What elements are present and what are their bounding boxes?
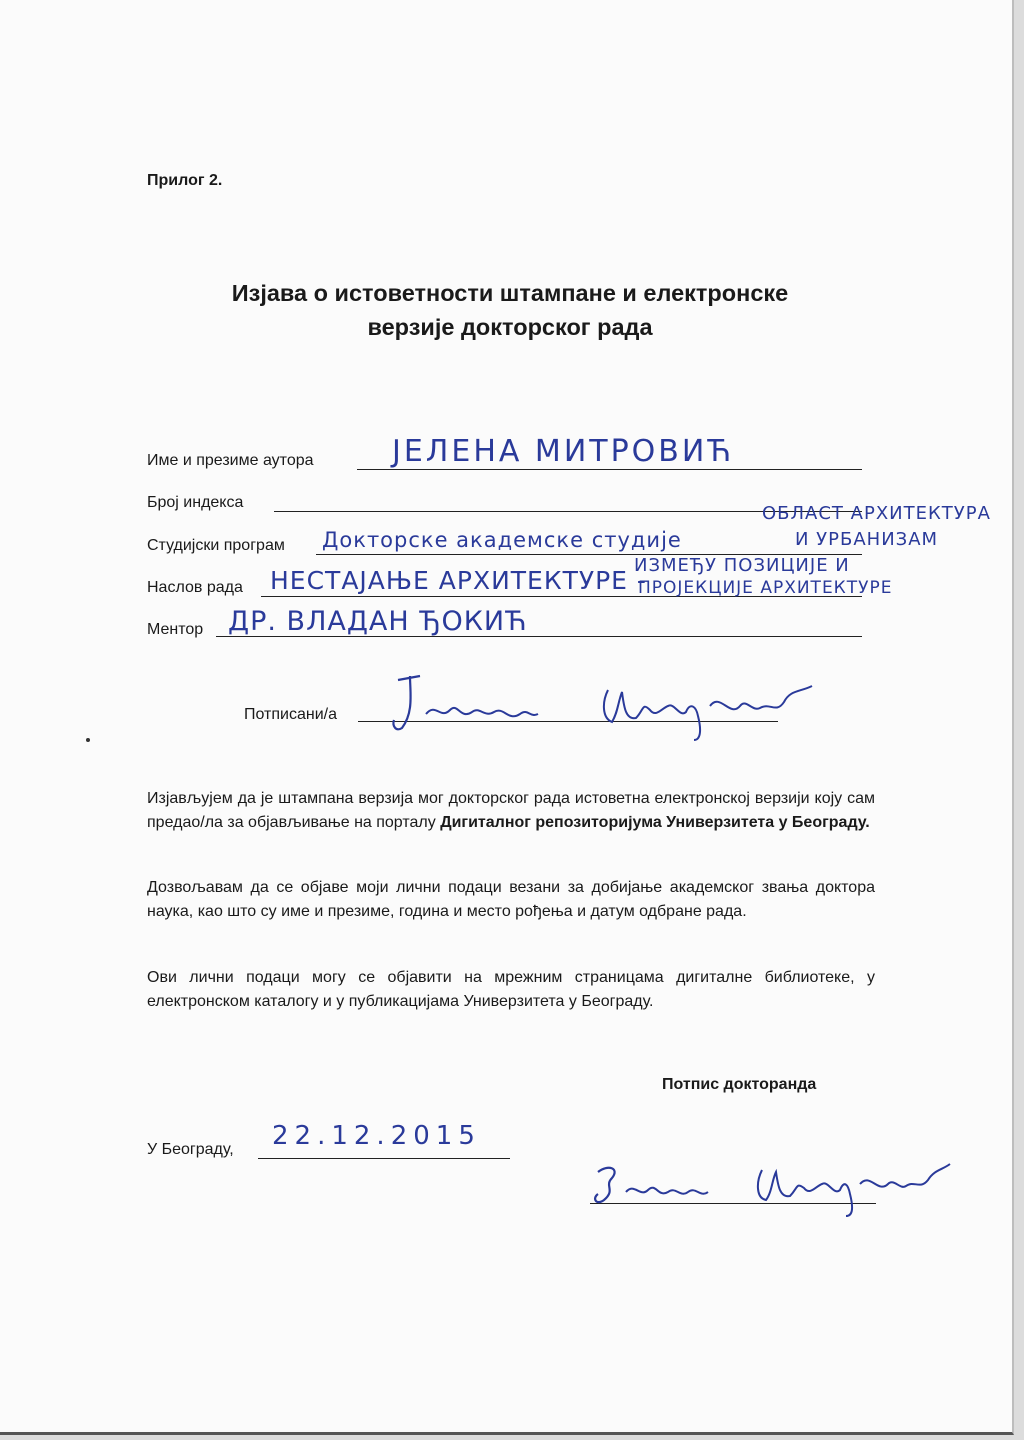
- program-area-line-1: ОБЛАСТ АРХИТЕКТУРА: [762, 503, 991, 524]
- title-line-2: верзије докторског рада: [367, 314, 653, 340]
- thesis-title-line-2: ИЗМЕЂУ ПОЗИЦИЈЕ И: [634, 555, 850, 576]
- date-value[interactable]: 22.12.2015: [272, 1121, 481, 1151]
- doctoral-signature-label: Потпис докторанда: [662, 1076, 817, 1093]
- mentor-label: Ментор: [147, 621, 204, 638]
- mentor-value[interactable]: ДР. ВЛАДАН ЂОКИЋ: [228, 606, 528, 637]
- thesis-title-value[interactable]: НЕСТАЈАЊЕ АРХИТЕКТУРЕ -: [270, 566, 647, 595]
- declaration-paragraph: [147, 787, 875, 835]
- signed-label: Потписани/а: [244, 706, 337, 723]
- place-label: У Београду,: [147, 1141, 234, 1158]
- index-label: Број индекса: [147, 494, 244, 511]
- permission-paragraph: Дозвољавам да се објаве моји лични подаци везани за добијање академског звања доктора наука, као што су име и презиме, година и место рођења и датум одбране рада.: [147, 879, 875, 920]
- repository-name: Дигиталног репозиторијума Универзитета у Београду.: [440, 814, 870, 831]
- declaration-text: Изјављујем да је штампана верзија мог докторског рада истоветна електронској верзији коју сам предао/ла за објављивање на порталу: [147, 790, 875, 831]
- program-label: Студијски програм: [147, 537, 285, 554]
- program-area-line-2: И УРБАНИЗАМ: [795, 529, 939, 550]
- date-line: [258, 1158, 510, 1159]
- author-value[interactable]: ЈЕЛЕНА МИТРОВИЋ: [392, 434, 734, 469]
- document-title: [120, 276, 900, 344]
- publication-paragraph: Ови лични подаци могу се објавити на мрежним страницама дигиталне библиотеке, у електронском каталогу и у публикацијама Универзитета у Београду.: [147, 969, 875, 1010]
- program-value[interactable]: Докторске академске студије: [322, 528, 682, 552]
- thesis-title-line-3: ПРОЈЕКЦИЈЕ АРХИТЕКТУРЕ: [638, 578, 893, 598]
- thesis-title-label: Наслов рада: [147, 579, 243, 596]
- title-line-1: Изјава о истоветности штампане и електронске: [231, 280, 789, 306]
- margin-dot: [86, 738, 90, 742]
- doctoral-signature[interactable]: [586, 1150, 956, 1220]
- author-line: [357, 469, 862, 470]
- appendix-label: Прилог 2.: [147, 172, 223, 189]
- author-label: Име и презиме аутора: [147, 452, 314, 469]
- author-signature-1[interactable]: [380, 662, 830, 742]
